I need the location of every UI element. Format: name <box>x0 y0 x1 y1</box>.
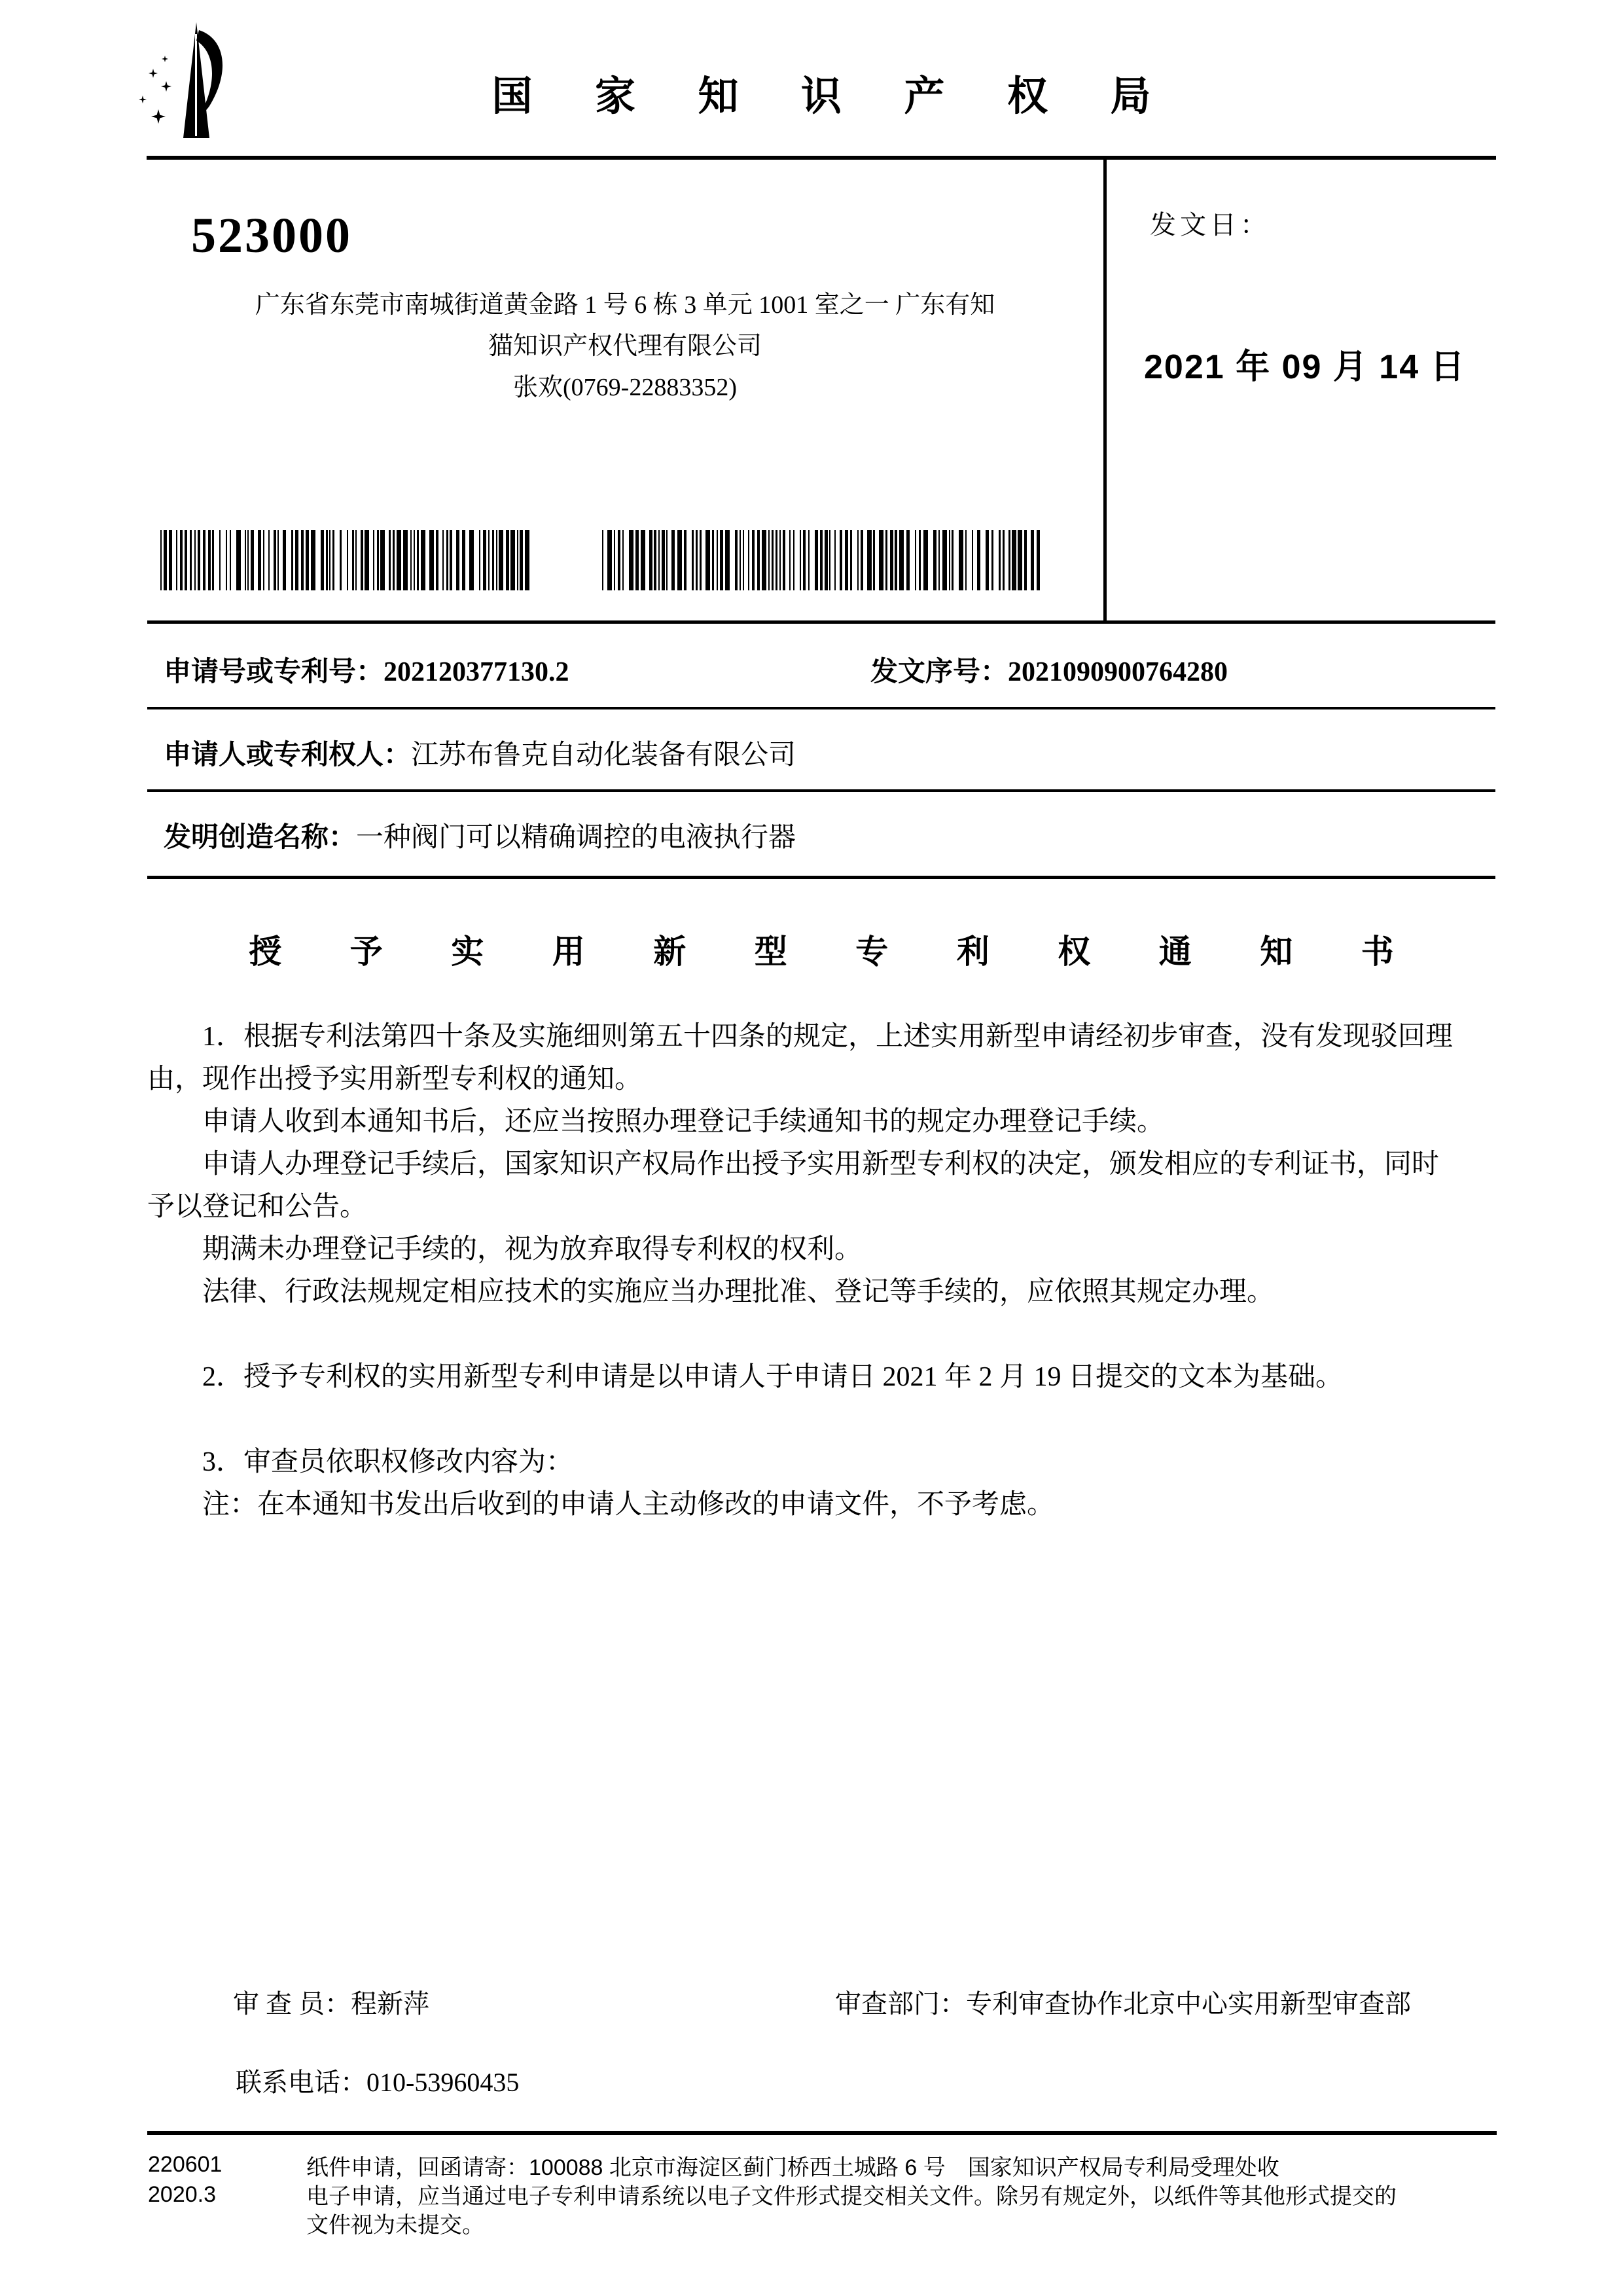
form-code: 220601 <box>148 2152 223 2177</box>
application-number-label: 申请号或专利号： <box>164 657 384 687</box>
notice-line: 由，现作出授予实用新型专利权的通知。 <box>147 1064 643 1094</box>
notice-line: 申请人办理登记手续后，国家知识产权局作出授予实用新型专利权的决定，颁发相应的专利证书，同时 <box>202 1149 1440 1179</box>
serial-number-field <box>870 650 1228 689</box>
invention-label: 发明创造名称： <box>164 823 357 853</box>
notice-line: 申请人收到本通知书后，还应当按照办理登记手续通知书的规定办理登记手续。 <box>202 1107 1165 1137</box>
recipient-contact: 张欢(0769-22883352) <box>513 374 737 401</box>
application-number-field <box>164 650 569 689</box>
footer-line: 电子申请，应当通过电子专利申请系统以电子文件形式提交相关文件。除另有规定外，以纸件等其他形式提交的 <box>306 2184 1397 2209</box>
footer-line: 文件视为未提交。 <box>306 2213 484 2238</box>
postal-code: 523000 <box>191 208 352 263</box>
invention-value: 一种阀门可以精确调控的电液执行器 <box>356 823 796 853</box>
table-rule-3 <box>147 789 1495 792</box>
department-name: 专利审查协作北京中心实用新型审查部 <box>966 1989 1411 2018</box>
footer-rule <box>147 2131 1497 2135</box>
notice-line: 1．根据专利法第四十条及实施细则第五十四条的规定，上述实用新型申请经初步审查，没有发现驳回理 <box>202 1022 1454 1052</box>
footer-line: 纸件申请，回函请寄：100088 北京市海淀区蓟门桥西土城路 6 号 国家知识产权局专利局受理处收 <box>306 2155 1279 2180</box>
phone-label: 联系电话： <box>236 2068 366 2097</box>
recipient-address <box>147 288 1103 412</box>
address-line-1: 广东省东莞市南城街道黄金路 1 号 6 栋 3 单元 1001 室之一 广东有知 <box>255 291 995 319</box>
application-number-value: 202120377130.2 <box>383 657 569 687</box>
table-rule-1 <box>147 620 1495 624</box>
agency-title: 国 家 知 识 产 权 局 <box>491 75 1177 119</box>
date-box-divider <box>1103 157 1107 622</box>
phone-field <box>236 2062 519 2099</box>
examiner-name: 程新萍 <box>351 1989 429 2018</box>
department-field <box>835 1983 1411 2020</box>
examiner-field <box>233 1983 429 2020</box>
notice-line: 2．授予专利权的实用新型专利申请是以申请人于申请日 2021 年 2 月 19 日提交的文本为基础。 <box>202 1362 1344 1392</box>
notice-line: 期满未办理登记手续的，视为放弃取得专利权的权利。 <box>202 1234 863 1265</box>
barcode-left <box>160 530 530 590</box>
notice-line: 3．审查员依职权修改内容为： <box>202 1447 574 1477</box>
table-rule-4 <box>147 876 1495 879</box>
phone-number: 010-53960435 <box>366 2068 520 2097</box>
notice-line: 注：在本通知书发出后收到的申请人主动修改的申请文件，不予考虑。 <box>202 1490 1055 1520</box>
applicant-label: 申请人或专利权人： <box>164 740 412 770</box>
barcode-right <box>602 530 1041 590</box>
serial-number-label: 发文序号： <box>870 657 1008 687</box>
form-version: 2020.3 <box>148 2182 216 2207</box>
address-line-2: 猫知识产权代理有限公司 <box>488 332 762 360</box>
notice-line: 法律、行政法规规定相应技术的实施应当办理批准、登记等手续的，应依照其规定办理。 <box>202 1277 1275 1307</box>
department-label: 审查部门： <box>835 1989 966 2018</box>
dispatch-date-value: 2021 年 09 月 14 日 <box>1144 348 1466 386</box>
dispatch-date-label: 发文日： <box>1150 210 1270 240</box>
examiner-label: 审 查 员： <box>233 1989 351 2018</box>
notice-line: 予以登记和公告。 <box>147 1192 368 1222</box>
serial-number-value: 2021090900764280 <box>1008 657 1228 687</box>
header-rule <box>147 156 1496 160</box>
invention-field <box>164 816 796 855</box>
notice-title: 授 予 实 用 新 型 专 利 权 通 知 书 <box>249 933 1424 970</box>
applicant-field <box>164 733 796 772</box>
table-rule-2 <box>147 707 1495 709</box>
applicant-value: 江苏布鲁克自动化装备有限公司 <box>411 740 796 770</box>
